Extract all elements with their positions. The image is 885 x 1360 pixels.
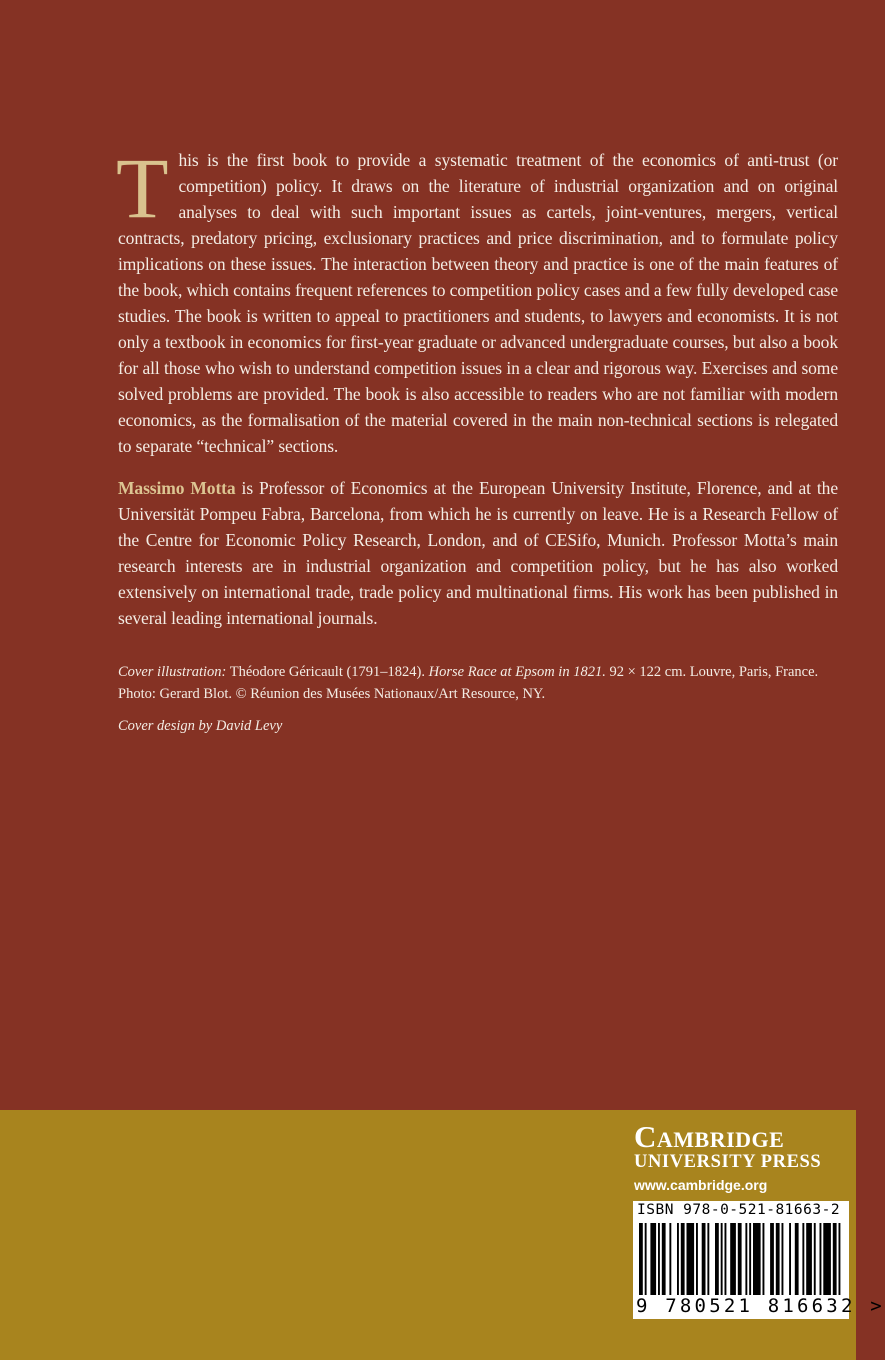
publisher-url: www.cambridge.org [634, 1177, 768, 1193]
barcode-bar [702, 1223, 706, 1295]
barcode-bar [820, 1223, 822, 1295]
barcode-bar [802, 1223, 804, 1295]
barcode-bar [776, 1223, 780, 1295]
barcode-bar [639, 1223, 643, 1295]
barcode-bar [707, 1223, 709, 1295]
barcode-bar [662, 1223, 666, 1295]
publisher-subtitle: UNIVERSITY PRESS [634, 1152, 822, 1172]
publisher-name: Cambridge [634, 1119, 785, 1154]
credit-label: Cover illustration: [118, 664, 227, 680]
bio-text: is Professor of Economics at the European University Institute, Florence, and at the Universität Pompeu Fabra, Barcelona, from which he is currently on leave. He is a Research Fellow of the Centre for Economic Policy Research, London, and of CESifo, Munich. Professor Motta’s main research interests are in industrial organization and competition policy, but he has also worked extensively on international trade, trade policy and multinational firms. His work has been published in several leading international journals. [118, 478, 838, 628]
blurb-text: his is the first book to provide a systematic treatment of the economics of anti-trust (or competition) policy. It draws on the literature of industrial organization and on original analyses to deal with such important issues as cartels, joint-ventures, mergers, vertical contracts, predatory pricing, exclusionary practices and price discrimination, and to formulate policy implications on these issues. The interaction between theory and practice is one of the main features of the book, which contains frequent references to competition policy cases and a few fully developed case studies. The book is written to appeal to practitioners and students, to lawyers and economists. It is not only a textbook in economics for first-year graduate or advanced undergraduate courses, but also a book for all those who wish to understand competition issues in a clear and rigorous way. Exercises and some solved problems are provided. The book is also accessible to readers who are not familiar with modern economics, as the formalisation of the material covered in the main non-technical sections is relegated to separate “technical” sections. [118, 150, 838, 456]
barcode-bar [725, 1223, 727, 1295]
barcode-bar [749, 1223, 751, 1295]
barcode-bar [715, 1223, 719, 1295]
credit-artist: Théodore Géricault (1791–1824). [226, 664, 429, 680]
barcode-bar [669, 1223, 671, 1295]
barcode-bar [814, 1223, 816, 1295]
publisher-logo [634, 1119, 850, 1194]
author-bio [118, 475, 838, 631]
text-block [116, 140, 838, 737]
drop-cap: T [116, 140, 169, 236]
cover-illustration-credit [118, 661, 838, 705]
barcode-box [633, 1201, 885, 1319]
ean-digits: 9 780521 816632 > [636, 1295, 885, 1317]
barcode-bar [650, 1223, 656, 1295]
barcode-bar [839, 1223, 841, 1295]
book-blurb [116, 140, 838, 459]
barcode-bar [730, 1223, 736, 1295]
barcode-bar [658, 1223, 660, 1295]
barcode-bar [789, 1223, 791, 1295]
barcode-bar [687, 1223, 695, 1295]
barcode-bar [745, 1223, 747, 1295]
barcode-bar [806, 1223, 812, 1295]
barcode-bar [795, 1223, 799, 1295]
barcode-bar [753, 1223, 761, 1295]
author-name: Massimo Motta [118, 478, 236, 498]
barcode-bar [763, 1223, 765, 1295]
barcode-bar [681, 1223, 685, 1295]
barcode-bar [823, 1223, 831, 1295]
barcode-bar [677, 1223, 679, 1295]
credit-work-title: Horse Race at Epsom in 1821. [428, 664, 606, 680]
cover-design-credit: Cover design by David Levy [118, 718, 283, 734]
isbn-label: ISBN 978-0-521-81663-2 [637, 1202, 841, 1218]
barcode-bar [782, 1223, 784, 1295]
barcode-bar [696, 1223, 698, 1295]
barcode-bar [645, 1223, 647, 1295]
barcode-bar [738, 1223, 742, 1295]
barcode-bar [770, 1223, 774, 1295]
barcode-bar [833, 1223, 837, 1295]
barcode-bar [721, 1223, 723, 1295]
credit-details: 92 × 122 cm. Louvre, Paris, France. Photo: Gerard Blot. © Réunion des Musées Nationaux/Art Resource, NY. [118, 664, 819, 702]
